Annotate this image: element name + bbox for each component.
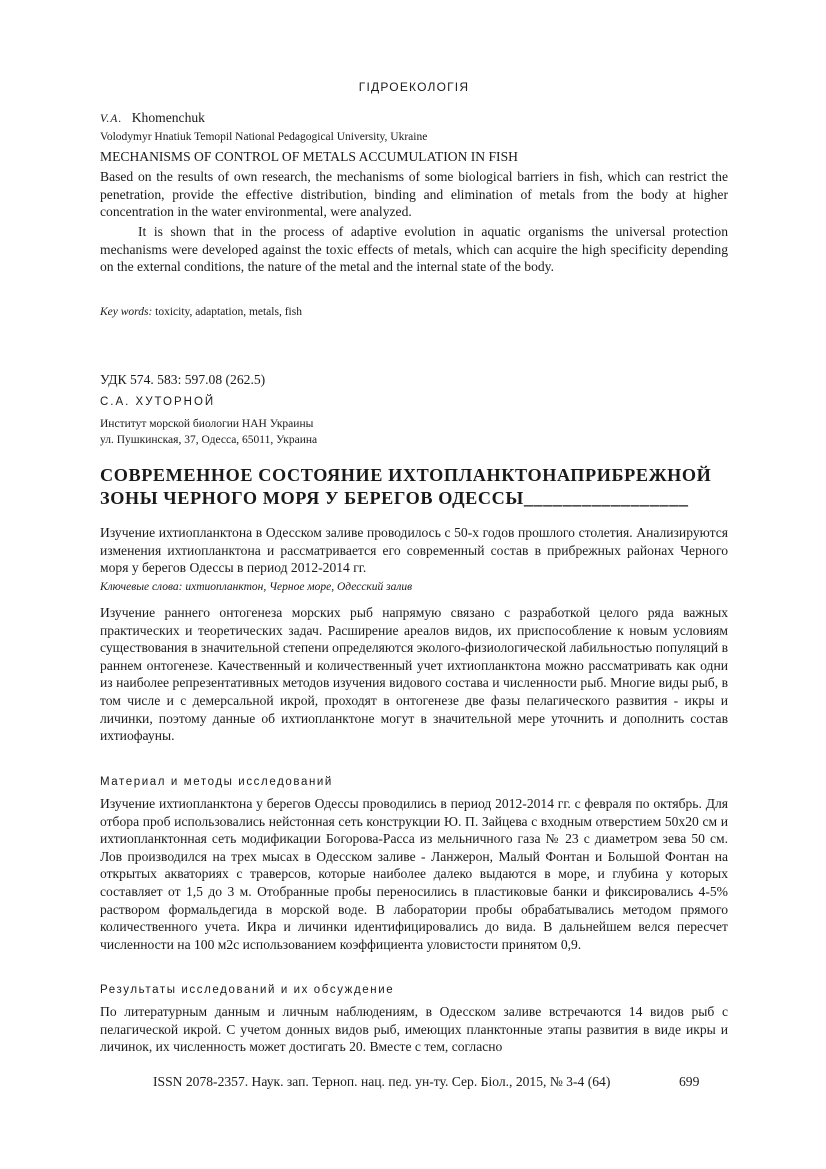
keywords-value: toxicity, adaptation, metals, fish [155,306,302,318]
page-number: 699 [679,1074,700,1089]
keywords-label: Key words: [100,306,153,318]
methods-paragraph: Изучение ихтиопланктона у берегов Одессы проводились в период 2012-2014 гг. с февраля по октябрь. Для отбора проб использовались нейстонная сеть конструкции Ю. П. Зайцева с входным отверстием 50х20 см и ихтиопланктонная сеть модификации Богорова-Расса из мельничного газа № 23 с диаметром зева 50 см. Лов производился на трех мысах в Одесском заливе - Ланжерон, Малый Фонтан и Большой Фонтан на открытых акваториях с траверсов, которые наиболее далеко выдаются в море, и глубина у которых составляет от 1,5 до 3 м. Отобранные пробы переносились в пластиковые банки и фиксировались 4-5% раствором формальдегида в морской воде. В лаборатории пробы обрабатывались методом прямого количественного учета. Икра и личинки идентифицировались до вида. В дальнейшем велся пересчет численности на 100 м2с использованием коэффициента уловистости принятом 0,9. [100,796,728,952]
english-keywords [100,305,302,320]
results-paragraph: По литературным данным и личным наблюдениям, в Одесском заливе встречаются 14 видов рыб с пелагической икрой. С учетом донных видов рыб, имеющих планктонные этапы развития в виде икры и личинок, их численность может достигать 20. Вместе с тем, согласно [100,1004,728,1055]
article-title [100,464,728,510]
article-institute: Институт морской биологии НАН Украины [100,418,314,430]
results-heading: Результаты исследований и их обсуждение [100,984,395,996]
english-para-1: Based on the results of own research, the mechanisms of some biological barriers in fish, which can restrict the penetration, provide the effective distribution, binding and elimination of metals from the body at higher concentration in the water environmental, were analyzed. [100,169,728,220]
english-title: MECHANISMS OF CONTROL OF METALS ACCUMULATION IN FISH [100,149,518,164]
footer-issn: ISSN 2078-2357. Наук. зап. Терноп. нац. пед. ун-ту. Сер. Біол., 2015, № 3-4 (64) [153,1074,611,1089]
section-title: ГІДРОЕКОЛОГІЯ [358,80,470,94]
article-keywords: Ключевые слова: ихтиопланктон, Черное море, Одесский залив [100,581,413,593]
udk: УДК 574. 583: 597.08 (262.5) [100,372,266,387]
intro-paragraph: Изучение раннего онтогенеза морских рыб напрямую связано с разработкой целого ряда важных практических и теоретических задач. Расширение ареалов видов, их приспособление к новым условиям существования в значительной степени определяются эколого-физиологической лабильностью популяций в раннем онтогенезе. Качественный и количественный учет ихтиопланктона можно рассматривать как одни из наиболее репрезентативных методов изучения видового состава и численности рыб. Многие виды рыб, в том числе и с демерсальной икрой, проходят в онтогенезе две фазы пелагического развития - икры и личинки, поэтому данные об ихтиопланктоне могут в значительной мере уточнить и дополнить состав ихтиофауны. [100,605,728,744]
title-line-1: СОВРЕМЕННОЕ СОСТОЯНИЕ ИХТОПЛАНКТОНАПРИБРЕЖНОЙ [100,465,712,485]
methods-heading: Материал и методы исследований [100,776,333,788]
author-surname: Khomenchuk [131,110,205,125]
article-author: С.А. ХУТОРНОЙ [100,396,216,408]
english-author [100,110,205,127]
english-affiliation: Volodymyr Hnatiuk Temopil National Pedagogical University, Ukraine [100,131,428,143]
english-para-2: It is shown that in the process of adaptive evolution in aquatic organisms the universal protection mechanisms were developed against the toxic effects of metals, which can acquire the high specificity depending on the external conditions, the nature of the metal and the internal state of the body. [100,224,728,275]
article-address: ул. Пушкинская, 37, Одесса, 65011, Украина [100,434,318,446]
article-abstract: Изучение ихтиопланктона в Одесском заливе проводилось с 50-х годов прошлого столетия. Анализируются изменения ихтиопланктона и рассматривается его современный состав в прибрежных районах Черного моря у берегов Одессы в период 2012-2014 гг. [100,525,728,576]
title-line-2: ЗОНЫ ЧЕРНОГО МОРЯ У БЕРЕГОВ ОДЕССЫ_________________ [100,488,689,508]
author-initials: V.A. [100,113,123,125]
